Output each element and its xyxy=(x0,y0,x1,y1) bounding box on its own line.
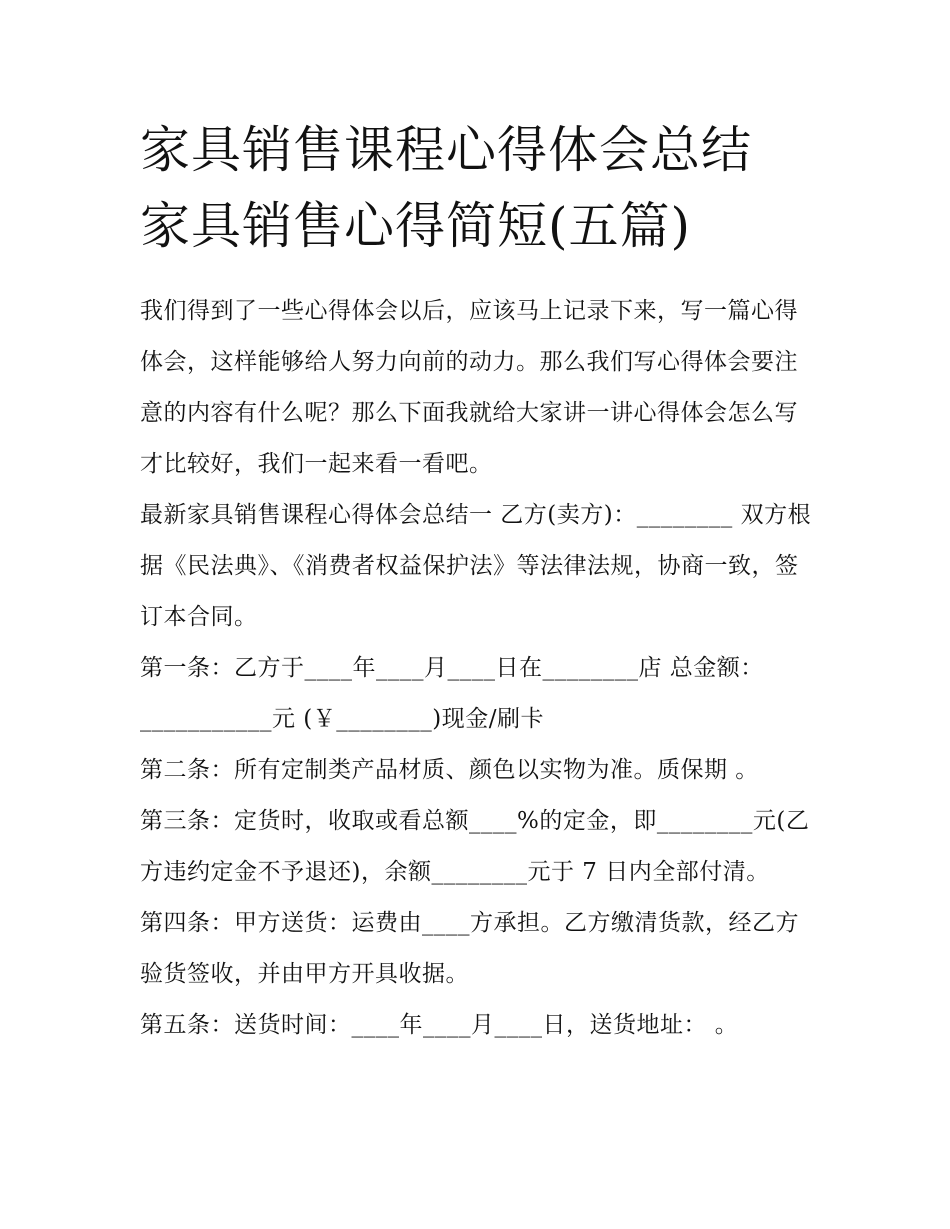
article-3-paragraph: 第三条：定货时，收取或看总额____%的定金，即________元(乙方违约定金不予退还)，余额________元于 7 日内全部付清。 xyxy=(140,808,810,885)
document-page xyxy=(140,112,815,1051)
intro-paragraph: 我们得到了一些心得体会以后，应该马上记录下来，写一篇心得体会，这样能够给人努力向前的动力。那么我们写心得体会要注意的内容有什么呢？那么下面我就给大家讲一讲心得体会怎么写才比较好，我们一起来看一看吧。 xyxy=(140,298,798,477)
document-title: 家具销售课程心得体会总结 家具销售心得简短(五篇) xyxy=(140,121,752,255)
article-2-paragraph: 第二条：所有定制类产品材质、颜色以实物为准。质保期 。 xyxy=(140,757,759,783)
article-5-paragraph: 第五条：送货时间：____年____月____日，送货地址： 。 xyxy=(140,1012,739,1038)
article-1-paragraph: 第一条：乙方于____年____月____日在________店 总金额：___________元 (￥________)现金/刷卡 xyxy=(140,655,764,732)
contract-intro-paragraph: 最新家具销售课程心得体会总结一 乙方(卖方)：________ 双方根据《民法典》、《消费者权益保护法》等法律法规，协商一致，签订本合同。 xyxy=(140,502,812,630)
article-4-paragraph: 第四条：甲方送货：运费由____方承担。乙方缴清货款，经乙方验货签收，并由甲方开具收据。 xyxy=(140,910,799,987)
